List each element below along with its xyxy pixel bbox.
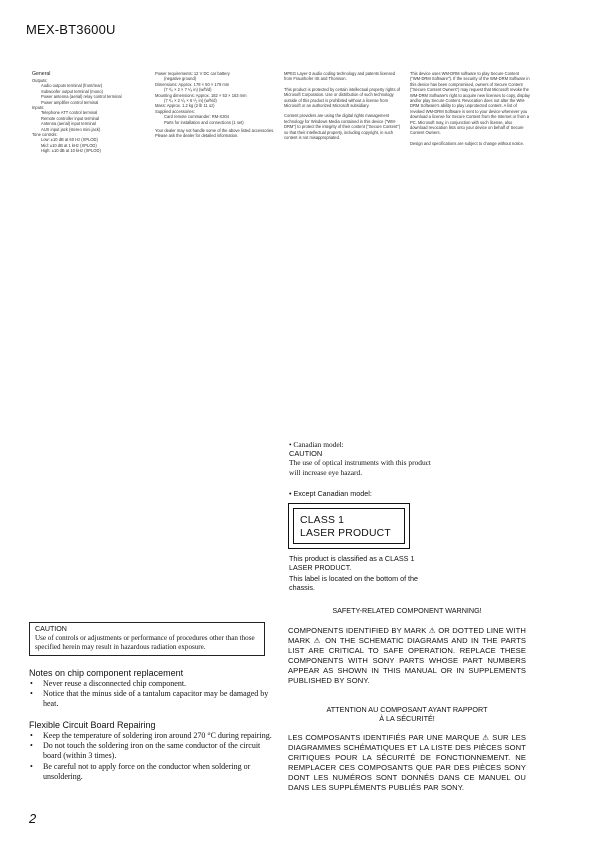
mpeg-license-text: MPEG Layer-3 audio coding technology and patents licensed from Fraunhofer IIS and Thomson. <box>284 71 396 82</box>
spec-mounting-cont: (7 ¹/₄ × 2 ¹/₈ × 6 ¹/₂ in) (w/h/d) <box>164 98 217 104</box>
wmdrm-text: This device uses WM-DRM software to play Secure Content ("WM-DRM Software"). If the security of the WM-DRM Software in this device has been compromised, owners of Secure Content ("Secure Content Owners") may request that Microsoft revoke the WM-DRM Software's right to acquire new licenses to copy, display and/or play Secure Content. Revocation does not alter the WM-DRM Software's ability to play unprotected content. A list of revoked WM-DRM Software is sent to your device whenever you download a license for Secure Content from the Internet or from a PC. Microsoft may, in conjunction with such license, also download revocation lists onto your device on behalf of Secure Content Owners. <box>410 71 530 136</box>
caution-title: CAUTION <box>35 625 67 633</box>
spec-tone-item: Mid: ±10 dB at 1 kHz (XPLOD) <box>41 142 97 148</box>
list-item: • Keep the temperature of soldering iron around 270 °C during repairing. <box>30 731 272 740</box>
laser-class-note: This product is classified as a CLASS 1 LASER PRODUCT. <box>289 554 415 572</box>
spec-output-item: Power antenna (aerial) relay control terminal <box>41 94 122 100</box>
spec-power-cont: (negative ground) <box>164 76 197 82</box>
list-item: • Be careful not to apply force on the conductor when soldering or unsoldering. <box>30 761 251 781</box>
safety-warning-title: SAFETY-RELATED COMPONENT WARNING! <box>332 606 482 615</box>
drm-text: Content providers are using the digital rights management technology for Windows Media contained in this device ("WM-DRM") to protect the integrity of their content ("Secure Content") so that their intellectual property, including copyright, in such content is not misappropriated. <box>284 113 401 141</box>
spec-dimensions-cont: (7 ¹/₈ × 2 × 7 ¹/₈ in) (w/h/d) <box>164 87 212 93</box>
flex-board-list <box>29 731 279 782</box>
design-notice: Design and specifications are subject to change without notice. <box>410 140 525 146</box>
laser-location-note: This label is located on the bottom of the chassis. <box>289 574 419 592</box>
spec-tone-item: High: ±10 dB at 10 kHz (XPLOD) <box>41 148 101 154</box>
spec-outputs-label: Outputs: <box>32 78 48 83</box>
canadian-model-label: • Canadian model: <box>289 440 344 449</box>
attention-title: ATTENTION AU COMPOSANT AYANT RAPPORT À LA SÉCURITÉ! <box>326 705 488 723</box>
license-column <box>284 71 402 145</box>
spec-inputs-label: Inputs: <box>32 105 45 111</box>
spec-output-item: Subwoofer output terminal (mono) <box>41 88 103 94</box>
spec-tone-item: Low: ±10 dB at 60 Hz (XPLOD) <box>41 137 98 143</box>
laser-label-inner <box>293 508 405 544</box>
spec-input-item: AUX input jack (stereo mini jack) <box>41 126 101 132</box>
canadian-caution <box>289 440 431 477</box>
spec-output-item: Audio outputs terminal (front/rear) <box>41 83 103 89</box>
spec-power-column <box>155 71 277 139</box>
flex-board-section <box>29 720 279 782</box>
caution-text: Use of controls or adjustments or performance of procedures other than those specified herein may result in hazardous radiation exposure. <box>35 633 255 651</box>
laser-classification <box>289 554 439 594</box>
canadian-caution-title: CAUTION <box>289 449 323 459</box>
model-title: MEX-BT3600U <box>26 22 116 37</box>
spec-tone-label: Tone controls: <box>32 132 58 138</box>
spec-supplied-item: Card remote commander: RM-X304 <box>164 114 230 120</box>
spec-input-item: Antenna (aerial) input terminal <box>41 121 96 127</box>
spec-supplied-item: Parts for installation and connections (1 set) <box>164 119 244 125</box>
spec-input-item: Telephone ATT control terminal <box>41 110 98 116</box>
list-item: • Never reuse a disconnected chip component. <box>30 679 187 688</box>
spec-power: Power requirements: 12 V DC car battery <box>155 71 230 76</box>
wmdrm-column <box>410 71 530 151</box>
list-item: • Notice that the minus side of a tantalum capacitor may be damaged by heat. <box>30 689 269 709</box>
spec-general-heading: General <box>32 71 51 77</box>
spec-output-item: Power amplifier control terminal <box>41 99 99 105</box>
flex-board-title: Flexible Circuit Board Repairing <box>29 720 156 730</box>
canadian-caution-text: The use of optical instruments with this product will increase eye hazard. <box>289 458 431 477</box>
spec-general-column <box>32 71 140 154</box>
attention-body: LES COMPOSANTS IDENTIFIÉS PAR UNE MARQUE ⚠ SUR LES DIAGRAMMES SCHÉMATIQUES ET LA LISTE DES PIÈCES SONT CRITIQUES POUR LA SÉCURITÉ DE FONCTIONNEMENT. NE REMPLACER CES COMPOSANTS QUE PAR DES PIÈCES SONY DONT LES NUMÉROS SONT DONNÉS DANS CE MANUEL OU DANS LES SUPPLÉMENTS PUBLIÉS PAR SONY. <box>288 733 526 792</box>
except-canadian-label: • Except Canadian model: <box>289 489 372 498</box>
microsoft-ip-text: This product is protected by certain intellectual property rights of Microsoft Corporation. Use or distribution of such technology outside of this product is prohibited without a license from Microsoft or an authorized Microsoft subsidiary. <box>284 86 401 109</box>
laser-product-text: LASER PRODUCT <box>300 527 391 539</box>
chip-notes-list <box>29 679 269 710</box>
chip-notes-title: Notes on chip component replacement <box>29 668 184 678</box>
list-item: • Do not touch the soldering iron on the same conductor of the circuit board (within 3 times). <box>30 741 261 761</box>
spec-input-item: Remote controller input terminal <box>41 115 100 121</box>
laser-product-label <box>288 503 410 549</box>
spec-mass: Mass: Approx. 1.2 kg (2 lb 11 oz) <box>155 103 215 109</box>
laser-class-text: CLASS 1 <box>300 515 345 526</box>
caution-box <box>29 622 265 656</box>
spec-mounting: Mounting dimensions: Approx. 182 × 53 × 163 mm <box>155 92 247 98</box>
spec-dimensions: Dimensions: Approx. 178 × 50 × 179 mm <box>155 81 230 87</box>
page-number: 2 <box>29 811 37 826</box>
safety-warning-body: COMPONENTS IDENTIFIED BY MARK ⚠ OR DOTTED LINE WITH MARK ⚠ ON THE SCHEMATIC DIAGRAMS AND IN THE PARTS LIST ARE CRITICAL TO SAFE OPERATION. REPLACE THESE COMPONENTS WITH SONY PARTS WHOSE PART NUMBERS APPEAR AS SHOWN IN THIS MANUAL OR IN SUPPLEMENTS PUBLISHED BY SONY. <box>288 626 526 685</box>
spec-supplied-label: Supplied accessories: <box>155 108 195 114</box>
spec-dealer-note: Your dealer may not handle some of the above listed accessories. Please ask the dealer for detailed information. <box>155 128 275 139</box>
chip-notes-section <box>29 668 269 710</box>
